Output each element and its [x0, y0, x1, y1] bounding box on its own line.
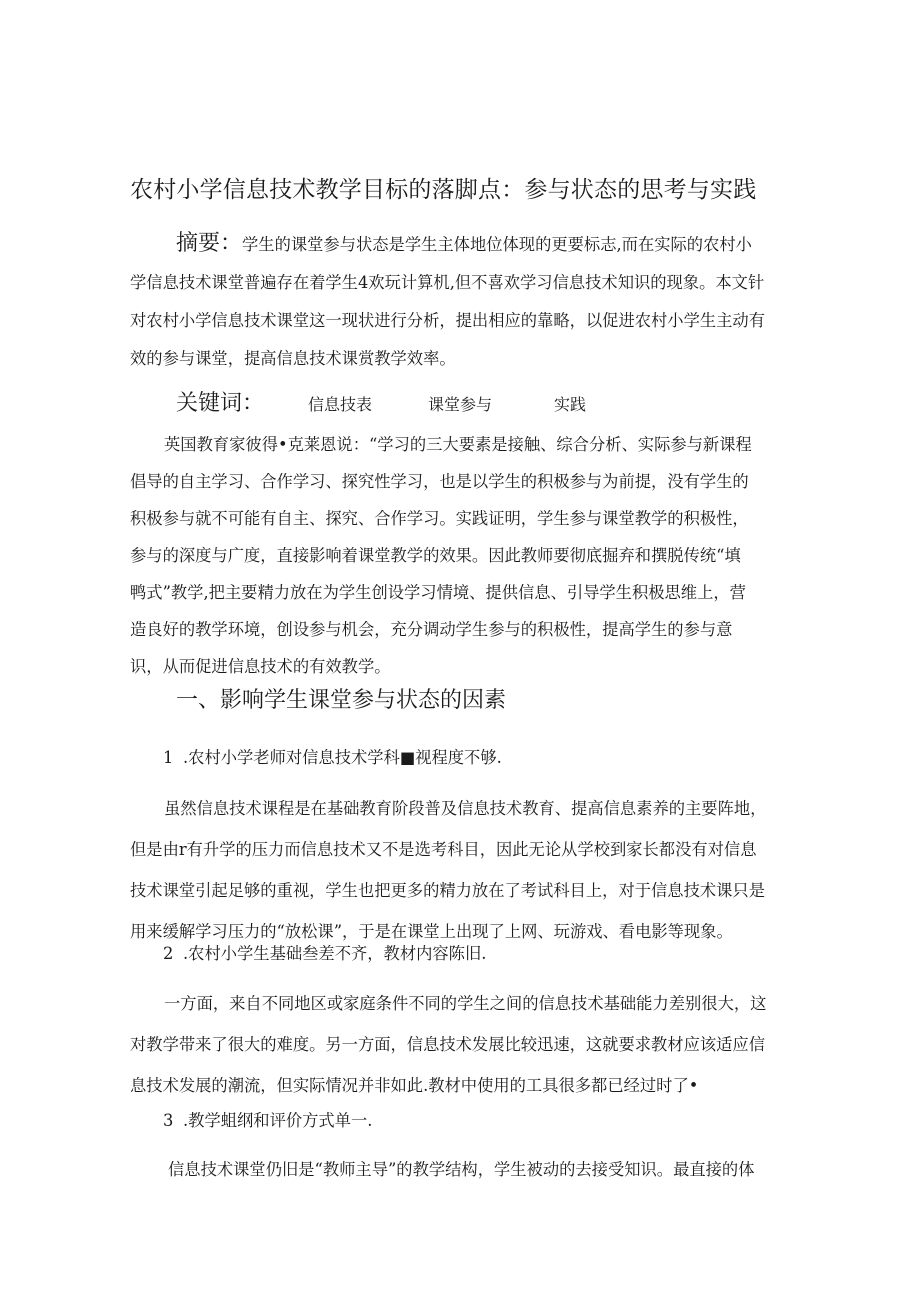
intro-paragraph — [130, 426, 752, 685]
keyword: 实践 — [554, 395, 587, 414]
section-heading: 一、影响学生课堂参与状态的因素 — [176, 688, 507, 713]
abstract-line — [130, 225, 800, 264]
abstract-text: 学生的课堂参与状态是学生主体地位体现的更要标志,而在实际的农村小 — [242, 235, 752, 254]
abstract-line: 学信息技术课堂普遍存在着学生4欢玩计算机,但不喜欢学习信息技术知识的现象。本文针 — [130, 273, 765, 292]
keyword: 信息技表 — [308, 395, 373, 414]
list-item — [163, 1107, 372, 1131]
abstract — [130, 225, 800, 378]
list-item — [163, 744, 502, 768]
body-paragraph — [130, 788, 766, 952]
paragraph-line: 信息技术课堂仍旧是“教师主导”的教学结构，学生被动的去接受知识。最直接的体 — [168, 1160, 755, 1179]
paragraph-line: 积极参与就不可能有自主、探究、合作学习。实践证明，学生参与课堂教学的积极性， — [130, 509, 749, 528]
keyword: 课堂参与 — [428, 395, 493, 414]
item-text: .农村小学生基础叁差不齐，教材内容陈旧. — [183, 944, 487, 963]
paragraph-line: 对教学带来了很大的难度。另一方面，信息技术发展比较迅速，这就要求教材应该适应信 — [130, 1035, 765, 1054]
paragraph-line: 用来缓解学习压力的“放松课”，于是在课堂上出现了上网、玩游戏、看电影等现象。 — [130, 922, 733, 941]
list-item — [163, 940, 486, 964]
abstract-label: 摘要： — [176, 231, 243, 256]
paragraph-line: 技术课堂引起足够的重视，学生也把更多的精力放在了考试科目上，对于信息技术课只是 — [130, 881, 765, 900]
item-number: 2 — [163, 944, 174, 963]
body-paragraph — [130, 1150, 755, 1190]
paragraph-line: 虽然信息技术课程是在基础教育阶段普及信息技术教育、提高信息素养的主要阵地， — [164, 799, 767, 818]
paragraph-line: 一方面，来自不同地区或家庭条件不同的学生之间的信息技术基础能力差别很大，这 — [164, 994, 767, 1013]
paragraph-line: 识，从而促进信息技术的有效教学。 — [130, 657, 391, 676]
body-paragraph — [130, 983, 766, 1106]
paragraph-line: 倡导的自主学习、合作学习、探究性学习，也是以学生的积极参与为前提，没有学生的 — [130, 472, 749, 491]
item-text: .农村小学老师对信息技术学科■视程度不够. — [183, 748, 502, 767]
page-title: 农村小学信息技术教学目标的落脚点：参与状态的思考与实践 — [130, 177, 757, 203]
paragraph-line: 英国教育家彼得•克莱恩说：“学习的三大要素是接触、综合分析、实际参与新课程 — [164, 435, 752, 454]
keywords — [176, 386, 586, 417]
item-text: .教学蛆纲和评价方式单一. — [183, 1111, 373, 1130]
paragraph-line: 息技术发展的潮流，但实际情况并非如此.教材中使用的工具很多都已经过时了• — [130, 1076, 699, 1095]
abstract-line: 效的参与课堂，提高信息技术课赏教学效率。 — [130, 349, 456, 368]
paragraph-line: 参与的深度与广度，直接影响着课堂教学的效果。因此教师要彻底掘弃和撰脱传统“填 — [130, 546, 741, 565]
paragraph-line: 但是由r有升学的压力而信息技术又不是选考科目，因此无论从学校到家长都没有对信息 — [130, 840, 757, 859]
keywords-label: 关键词： — [176, 391, 265, 416]
item-number: 1 — [163, 748, 174, 767]
abstract-line: 对农村小学信息技术课堂这一现状进行分析，提出相应的靠略，以促进农村小学生主动有 — [130, 311, 765, 330]
paragraph-line: 造良好的教学环境，创设参与机会，充分调动学生参与的积极性，提高学生的参与意 — [130, 620, 733, 639]
item-number: 3 — [163, 1111, 174, 1130]
paragraph-line: 鸭式”教学,把主要精力放在为学生创设学习情境、提供信息、引导学生积极思维上，营 — [130, 583, 746, 602]
